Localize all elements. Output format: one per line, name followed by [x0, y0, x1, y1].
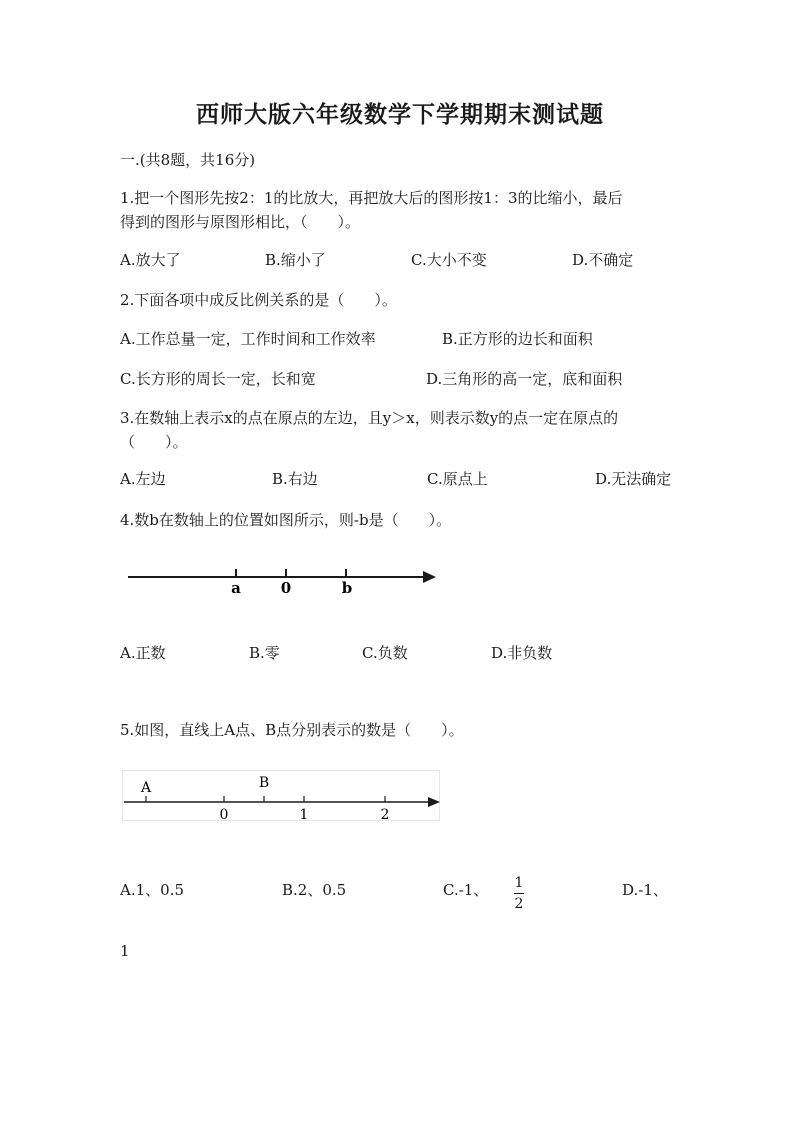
q5-option-d: D.-1、: [622, 881, 668, 899]
question-3-line-1: 3.在数轴上表示x的点在原点的左边，且y＞x，则表示数y的点一定在原点的: [120, 409, 619, 427]
q5-option-a: A.1、0.5: [120, 881, 184, 899]
fraction-numerator: 1: [514, 875, 524, 891]
q5-option-c: C.-1、: [443, 881, 489, 899]
q2-option-a: A.工作总量一定，工作时间和工作效率: [120, 330, 376, 348]
fraction-bar: [514, 893, 524, 894]
q3-option-a: A.左边: [120, 470, 166, 488]
q2-option-c: C.长方形的周长一定，长和宽: [120, 370, 316, 388]
q2-option-b: B.正方形的边长和面积: [442, 330, 593, 348]
q4-option-c: C.负数: [362, 644, 408, 662]
q1-option-c: C.大小不变: [411, 251, 487, 269]
q5-tick-label-1: 1: [299, 807, 309, 822]
q3-option-b: B.右边: [272, 470, 318, 488]
q5-option-b: B.2、0.5: [282, 881, 347, 899]
q5-option-d-wrapped: 1: [120, 942, 130, 960]
q5-figure-border: [123, 771, 440, 821]
question-1-line-1: 1.把一个图形先按2：1的比放大，再把放大后的图形按1：3的比缩小，最后: [120, 189, 623, 207]
question-2-text: 2.下面各项中成反比例关系的是（ ）。: [120, 291, 397, 309]
question-1-line-2: 得到的图形与原图形相比，（ ）。: [120, 213, 361, 231]
q5-point-b-label: B: [258, 775, 270, 791]
q2-option-d: D.三角形的高一定，底和面积: [426, 370, 623, 388]
q4-option-b: B.零: [249, 644, 280, 662]
question-5-text: 5.如图，直线上A点、B点分别表示的数是（ ）。: [120, 721, 464, 739]
q3-option-d: D.无法确定: [595, 470, 672, 488]
q1-option-d: D.不确定: [572, 251, 634, 269]
q5-point-a-label: A: [140, 780, 152, 796]
q4-label-a: a: [231, 579, 241, 597]
q5-tick-label-0: 0: [219, 807, 229, 822]
fraction-denominator: 2: [514, 896, 524, 912]
q5-arrow-head: [428, 797, 440, 807]
q4-option-a: A.正数: [120, 644, 166, 662]
q1-option-a: A.放大了: [120, 251, 181, 269]
q1-option-b: B.缩小了: [265, 251, 326, 269]
q4-number-line-figure: [120, 560, 450, 605]
q5-number-line-figure: [122, 770, 442, 822]
page-title: 西师大版六年级数学下学期期末测试题: [196, 101, 604, 128]
q5-fraction: [514, 872, 524, 912]
q4-label-b: b: [341, 579, 353, 597]
q3-option-c: C.原点上: [427, 470, 488, 488]
q4-option-d: D.非负数: [491, 644, 553, 662]
question-3-line-2: （ ）。: [120, 433, 188, 451]
question-4-text: 4.数b在数轴上的位置如图所示，则-b是（ ）。: [120, 511, 452, 529]
q4-arrow-head: [423, 571, 436, 583]
q4-label-0: 0: [280, 579, 292, 597]
section-heading: 一.(共8题，共16分): [120, 151, 256, 169]
q5-tick-label-2: 2: [380, 807, 390, 822]
